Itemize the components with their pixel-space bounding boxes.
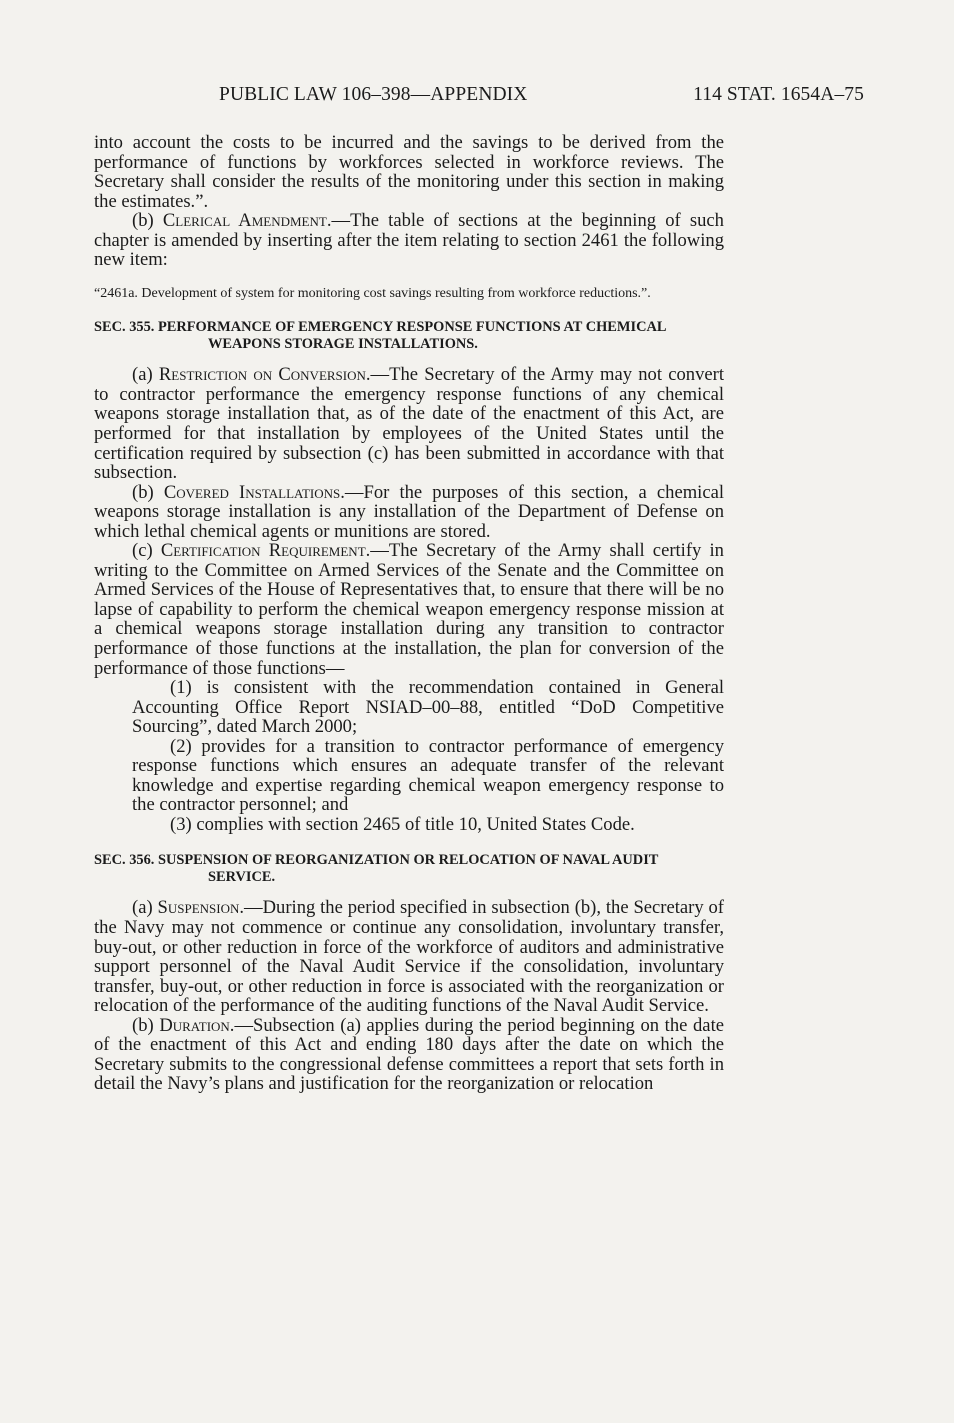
subsection-b-duration: (b) Duration.—Subsection (a) applies during the period beginning on the date of the enactment of this Act and ending 180 days after the date on which the Secretary submits to the congressional defense committees a report that sets forth in detail the Navy’s plans and justification for the reorganization or relocation [94,1014,724,1095]
running-title: PUBLIC LAW 106–398—APPENDIX [219,84,528,105]
subsection-a-suspension: (a) Suspension.—During the period specified in subsection (b), the Secretary of the Navy may not commence or continue any consolidation, involuntary transfer, buy-out, or other reduction in force of the workforce of auditors and administrative support personnel of the Naval Audit Service if the consolidation, involuntary transfer, buy-out, or other reduction in force is associated with the reorganization or relocation of the performance of the auditing functions of the Naval Audit Service. [94,897,724,1017]
page-header [94,84,864,118]
subsection-heading: Clerical Amendment. [162,210,332,232]
subsection-heading: Restriction on Conversion. [158,364,371,386]
subsection-heading: Duration. [159,1014,235,1036]
section-355-heading: SEC. 355. PERFORMANCE OF EMERGENCY RESPONSE FUNCTIONS AT CHEMICAL WEAPONS STORAGE INSTALLATIONS. [94,319,666,353]
table-of-sections-item: “2461a. Development of system for monitoring cost savings resulting from workforce reductions.”. [94,285,651,301]
page-reference: 114 STAT. 1654A–75 [693,84,864,105]
subsection-b-clerical-amendment: (b) Clerical Amendment.—The table of sections at the beginning of such chapter is amended by inserting after the item relating to section 2461 the following new item: [94,210,724,271]
document-page [94,84,864,118]
list-item-2: (2) provides for a transition to contractor performance of emergency response functions which ensures an adequate transfer of the relevant knowledge and expertise regarding chemical weapon emergency response to the contractor personnel; and [132,735,724,816]
subsection-heading: Certification Requirement. [160,540,371,562]
subsection-heading: Covered Installations. [163,481,345,503]
paragraph-continuation: into account the costs to be incurred and the savings to be derived from the performance of functions by workforces selected in workforce reviews. The Secretary shall consider the results of the monitoring under this section in making the estimates.”. [94,132,724,212]
subsection-c-certification: (c) Certification Requirement.—The Secretary of the Army shall certify in writing to the Committee on Armed Services of the Senate and the Committee on Armed Services of the House of Representatives that, to ensure that there will be no lapse of capability to perform the chemical weapon emergency response mission at a chemical weapons storage installation during any transition to contractor performance of those functions at the installation, the plan for conversion of the performance of those functions— [94,540,724,679]
list-item-3: (3) complies with section 2465 of title 10, United States Code. [170,813,635,835]
document-body [94,133,724,1094]
list-item-1: (1) is consistent with the recommendation contained in General Accounting Office Report NSIAD–00–88, entitled “DoD Competitive Sourcing”, dated March 2000; [132,677,724,738]
section-356-heading: SEC. 356. SUSPENSION OF REORGANIZATION OR RELOCATION OF NAVAL AUDIT SERVICE. [94,852,659,886]
subsection-a-restriction: (a) Restriction on Conversion.—The Secretary of the Army may not convert to contractor performance the emergency response functions of any chemical weapons storage installation that, as of the date of the enactment of this Act, are performed for that installation by employees of the United States until the certification required by subsection (c) has been submitted in accordance with that subsection. [94,364,725,484]
subsection-heading: Suspension. [157,897,245,919]
subsection-b-covered-installations: (b) Covered Installations.—For the purposes of this section, a chemical weapons storage installation is any installation of the Department of Defense on which lethal chemical agents or munitions are stored. [94,481,724,542]
